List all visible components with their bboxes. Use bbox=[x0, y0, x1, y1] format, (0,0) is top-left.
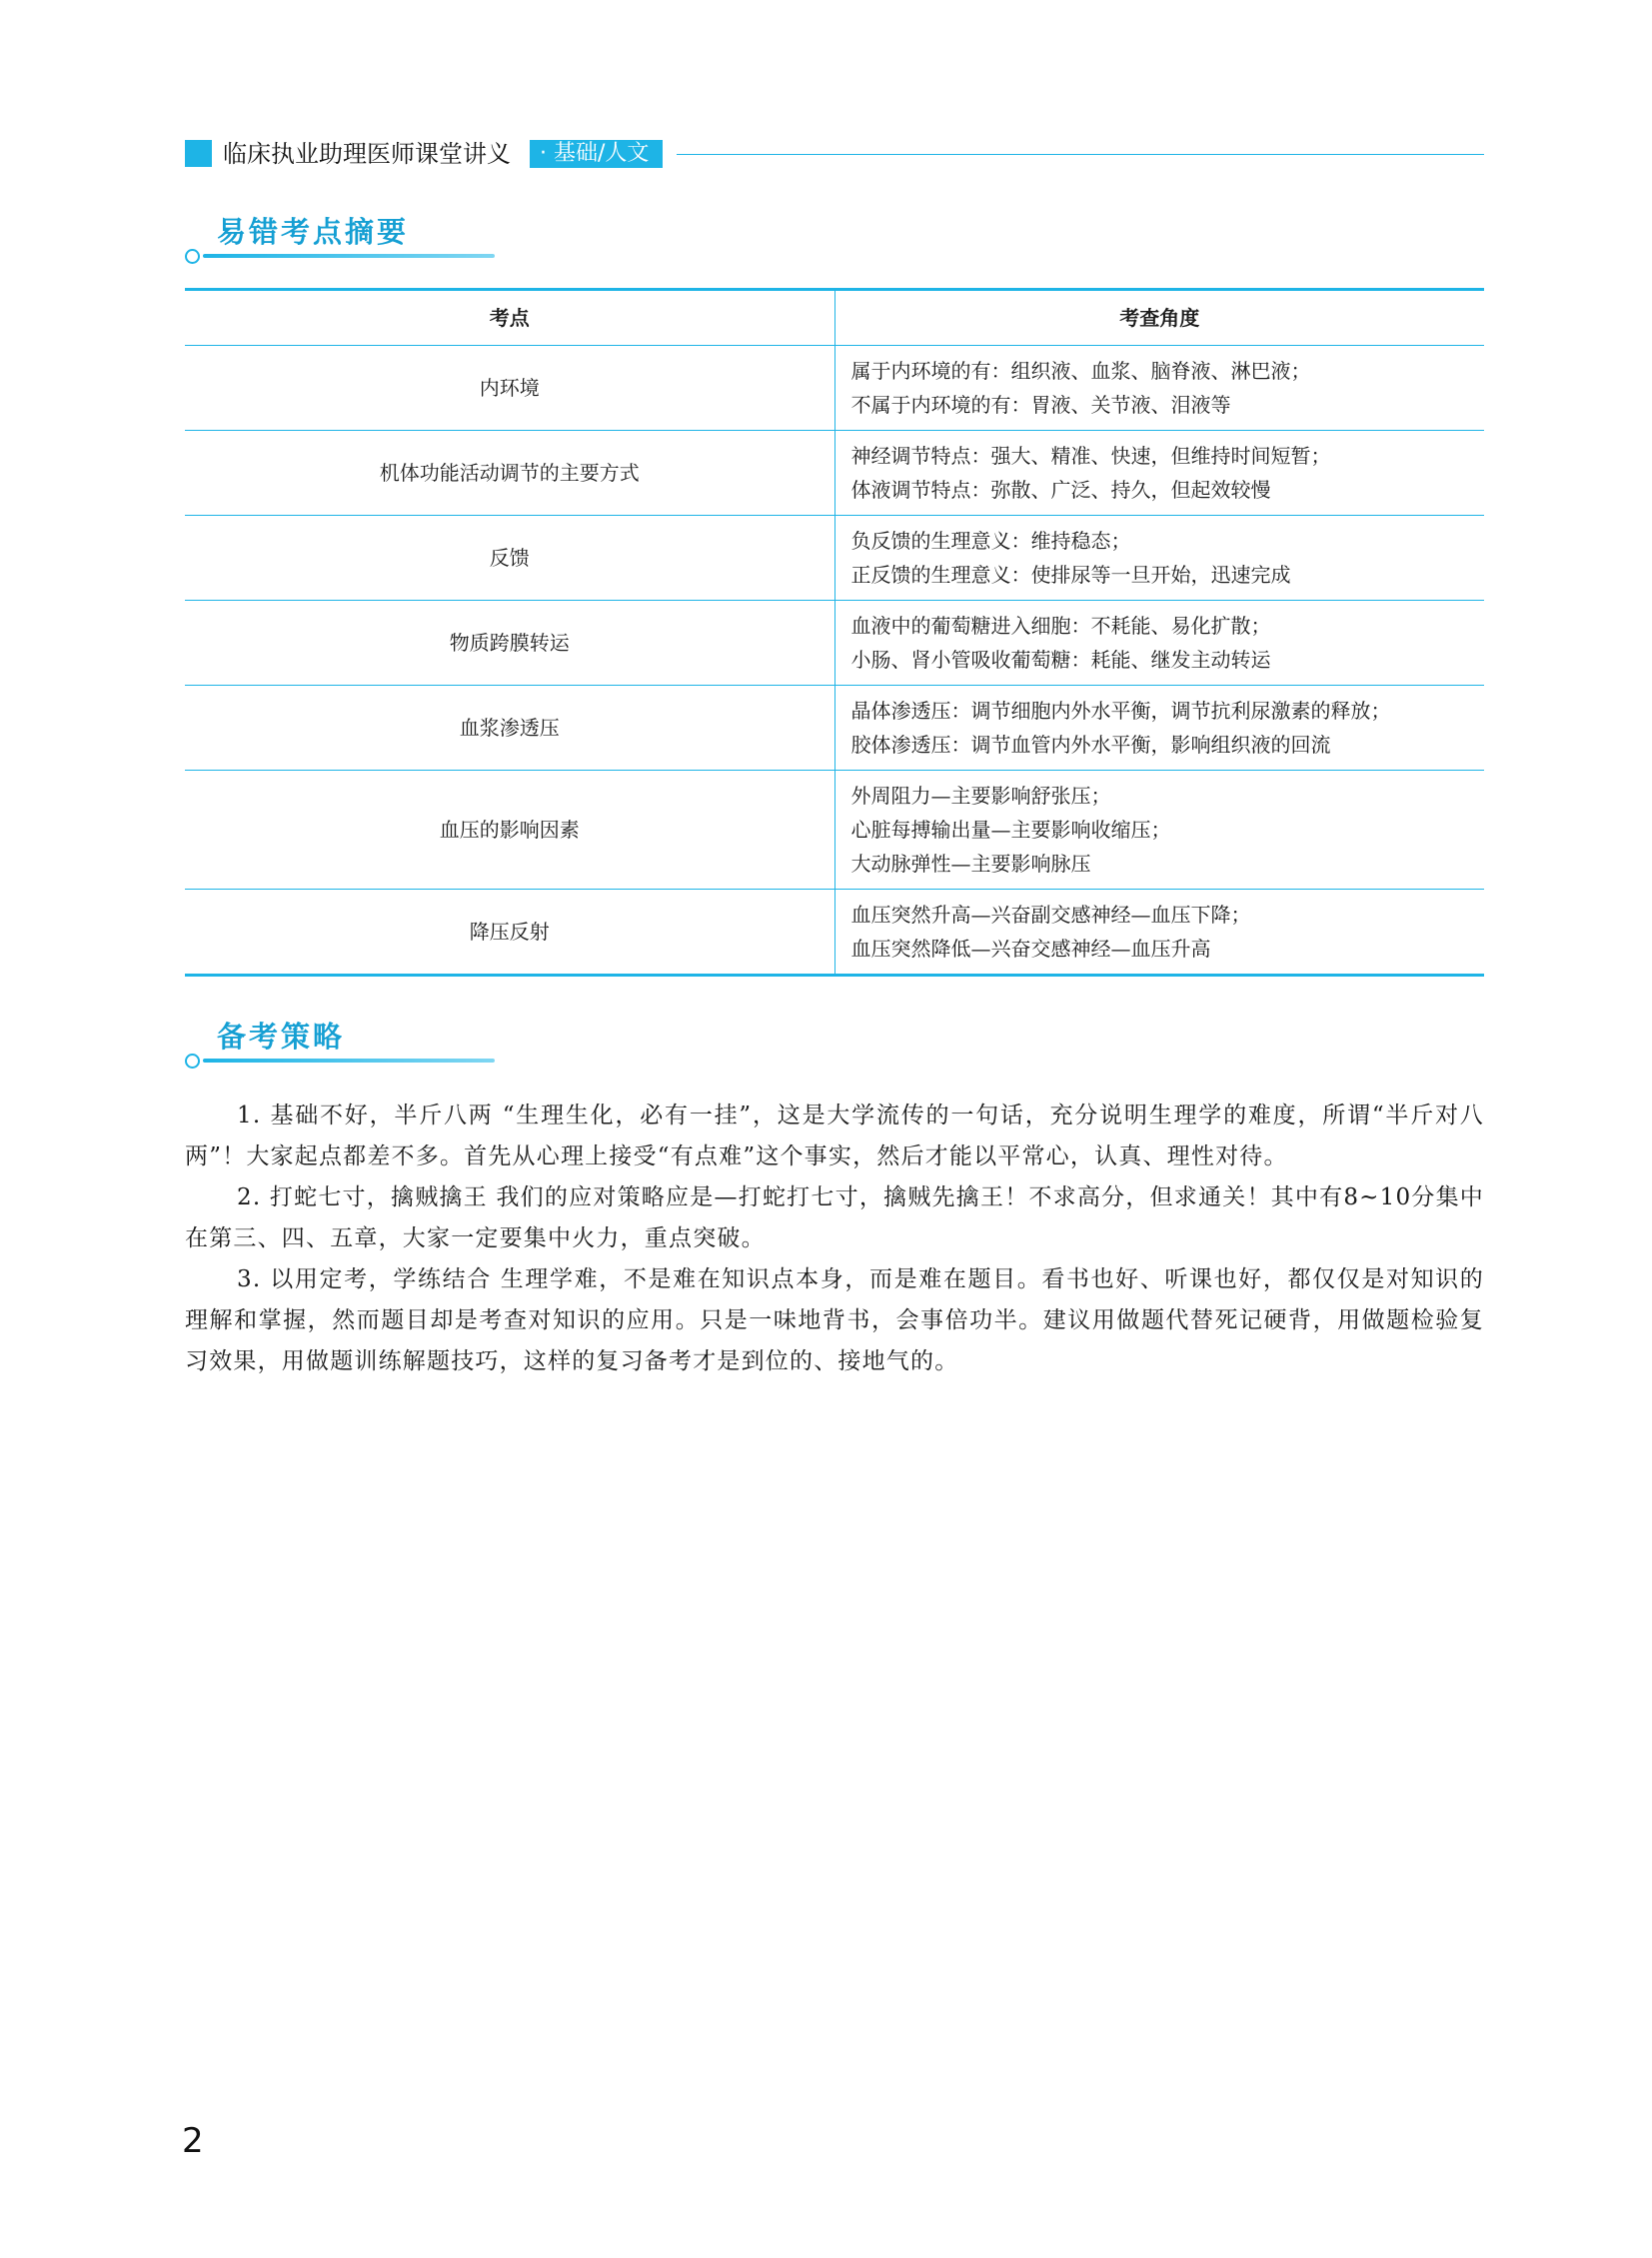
exam-point-cell: 反馈 bbox=[185, 516, 834, 601]
strategy-paragraph bbox=[185, 1177, 1484, 1259]
paragraph-text: 我们的应对策略应是—打蛇打七寸，擒贼先擒王！不求高分，但求通关！其中有8~10分集中在第三、四、五章，大家一定要集中火力，重点突破。 bbox=[185, 1184, 1484, 1251]
exam-angle-line: 心脏每搏输出量—主要影响收缩压； bbox=[850, 818, 1171, 842]
paragraph-lead: 3. 以用定考，学练结合 bbox=[237, 1266, 492, 1292]
exam-angle-line: 小肠、肾小管吸收葡萄糖：耗能、继发主动转运 bbox=[850, 648, 1271, 672]
paragraph-text: 生理学难，不是难在知识点本身，而是难在题目。看书也好、听课也好，都仅仅是对知识的理解和掌握，然而题目却是考查对知识的应用。只是一味地背书，会事倍功半。建议用做题代替死记硬背，用做题检验复习效果，用做题训练解题技巧，这样的复习备考才是到位的、接地气的。 bbox=[185, 1266, 1485, 1374]
section-tag: · 基础/人文 bbox=[530, 140, 663, 168]
header-square-icon bbox=[185, 140, 212, 167]
table-row bbox=[185, 890, 1484, 976]
section-heading-strategy bbox=[185, 1020, 495, 1072]
paragraph-text: “生理生化，必有一挂”，这是大学流传的一句话，充分说明生理学的难度，所谓“半斤对八两”！大家起点都差不多。首先从心理上接受“有点难”这个事实，然后才能以平常心，认真、理性对待。 bbox=[185, 1103, 1484, 1169]
exam-point-cell: 物质跨膜转运 bbox=[185, 601, 834, 686]
exam-point-cell: 血压的影响因素 bbox=[185, 771, 834, 890]
exam-angle-cell bbox=[834, 601, 1484, 686]
column-header-point: 考点 bbox=[185, 290, 834, 346]
exam-angle-line: 神经调节特点：强大、精准、快速，但维持时间短暂； bbox=[850, 444, 1331, 468]
table-header-row bbox=[185, 290, 1484, 346]
exam-angle-line: 大动脉弹性—主要影响脉压 bbox=[850, 852, 1091, 876]
exam-angle-cell bbox=[834, 771, 1484, 890]
circle-bullet-icon bbox=[185, 249, 200, 264]
exam-angle-cell bbox=[834, 890, 1484, 976]
table-row bbox=[185, 346, 1484, 431]
exam-angle-line: 属于内环境的有：组织液、血浆、脑脊液、淋巴液； bbox=[850, 359, 1311, 383]
exam-angle-line: 血液中的葡萄糖进入细胞：不耗能、易化扩散； bbox=[850, 614, 1271, 638]
exam-angle-line: 血压突然升高—兴奋副交感神经—血压下降； bbox=[850, 903, 1251, 927]
exam-angle-line: 胶体渗透压：调节血管内外水平衡，影响组织液的回流 bbox=[850, 733, 1331, 757]
exam-angle-cell bbox=[834, 516, 1484, 601]
table-row bbox=[185, 686, 1484, 771]
exam-angle-cell bbox=[834, 686, 1484, 771]
section-title: 备考策略 bbox=[217, 1020, 346, 1054]
running-header bbox=[185, 138, 1484, 170]
exam-angle-line: 外周阻力—主要影响舒张压； bbox=[850, 784, 1111, 808]
exam-point-cell: 机体功能活动调节的主要方式 bbox=[185, 431, 834, 516]
exam-angle-cell bbox=[834, 431, 1484, 516]
exam-angle-line: 负反馈的生理意义：维持稳态； bbox=[850, 529, 1131, 553]
header-rule bbox=[677, 154, 1484, 155]
key-points-table bbox=[185, 288, 1484, 977]
exam-point-cell: 血浆渗透压 bbox=[185, 686, 834, 771]
paragraph-lead: 1. 基础不好，半斤八两 bbox=[237, 1103, 494, 1129]
table-row bbox=[185, 771, 1484, 890]
table-row bbox=[185, 516, 1484, 601]
book-title: 临床执业助理医师课堂讲义 bbox=[223, 140, 511, 168]
table-row bbox=[185, 601, 1484, 686]
exam-angle-cell bbox=[834, 346, 1484, 431]
strategy-paragraphs bbox=[185, 1096, 1484, 1382]
table-row bbox=[185, 431, 1484, 516]
section-heading-key-points bbox=[185, 215, 495, 267]
exam-angle-line: 体液调节特点：弥散、广泛、持久，但起效较慢 bbox=[850, 478, 1271, 502]
exam-point-cell: 内环境 bbox=[185, 346, 834, 431]
exam-angle-line: 晶体渗透压：调节细胞内外水平衡，调节抗利尿激素的释放； bbox=[850, 699, 1391, 723]
paragraph-lead: 2. 打蛇七寸，擒贼擒王 bbox=[237, 1184, 488, 1210]
page-number: 2 bbox=[182, 2121, 204, 2161]
heading-underline bbox=[203, 1059, 495, 1063]
exam-point-cell: 降压反射 bbox=[185, 890, 834, 976]
exam-angle-line: 正反馈的生理意义：使排尿等一旦开始，迅速完成 bbox=[850, 563, 1291, 587]
exam-angle-line: 不属于内环境的有：胃液、关节液、泪液等 bbox=[850, 393, 1231, 417]
section-title: 易错考点摘要 bbox=[217, 215, 410, 249]
strategy-paragraph bbox=[185, 1096, 1484, 1177]
strategy-paragraph bbox=[185, 1259, 1484, 1382]
column-header-angle: 考查角度 bbox=[834, 290, 1484, 346]
circle-bullet-icon bbox=[185, 1054, 200, 1069]
heading-underline bbox=[203, 254, 495, 258]
exam-angle-line: 血压突然降低—兴奋交感神经—血压升高 bbox=[850, 937, 1211, 961]
